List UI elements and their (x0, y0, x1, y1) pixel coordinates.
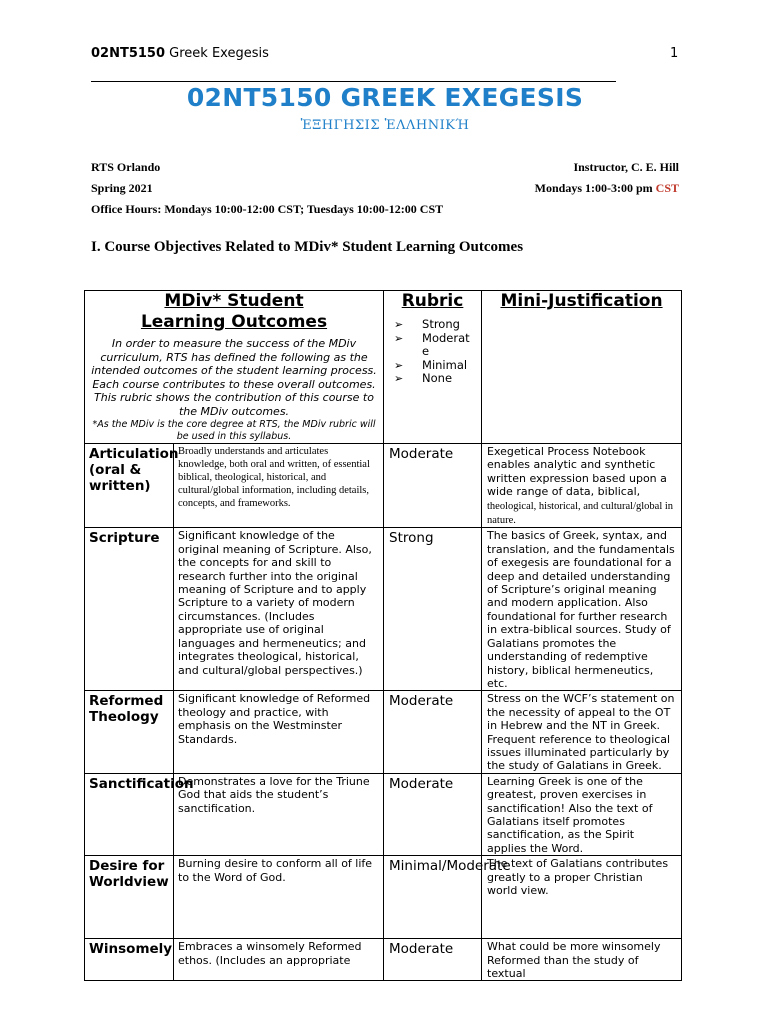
outcomes-table (84, 290, 682, 981)
page-title: 02NT5150 GREEK EXEGESIS (186, 83, 584, 112)
table-row (85, 528, 682, 691)
header-course-name: Greek Exegesis (169, 46, 269, 61)
justification-text-part: Exegetical Process Notebook enables analytic and synthetic written expression based upon a wide range of data, biblical, (487, 445, 667, 499)
outcome-cell (174, 528, 384, 691)
category-label: Articulation (oral & written) (89, 446, 179, 494)
category-cell (85, 939, 174, 981)
outcome-text: Burning desire to conform all of life to the Word of God. (178, 857, 373, 884)
rubric-value: Moderate (389, 693, 454, 710)
category-label: Desire for Worldview (89, 858, 169, 891)
office-hours-text: Office Hours: Mondays 10:00-12:00 CST; Tuesdays 10:00-12:00 CST (91, 202, 444, 216)
rubric-level-label: None (422, 371, 453, 385)
rubric-value: Moderate (389, 941, 454, 958)
justification-text (482, 444, 681, 527)
rubric-cell (384, 528, 482, 691)
outcome-text: Significant knowledge of the original meaning of Scripture. Also, the concepts for and skill to research further into the original meaning of Scripture and to apply Scripture to a variety of modern circumstances. (Includes appropriate use of original languages and hermeneutics; and integrates theological, historical, and cultural/global perspectives.) (178, 529, 372, 677)
justification-cell (482, 856, 682, 939)
rubric-level-item (394, 332, 481, 359)
schedule-text (535, 181, 679, 196)
rubric-level-label: Strong (422, 317, 460, 331)
category-label: Reformed Theology (89, 693, 164, 726)
justification-cell (482, 691, 682, 773)
outcome-text: Demonstrates a love for the Triune God that aids the student’s sanctification. (178, 774, 370, 815)
table-row (85, 444, 682, 528)
justification-cell (482, 939, 682, 981)
outcome-cell (174, 939, 384, 981)
category-cell (85, 773, 194, 855)
rubric-cell (384, 691, 482, 773)
outcome-cell (174, 444, 384, 528)
greek-subtitle: ἘΞΗΓΗΣΙΣ ἙΛΛΗΝΙΚΉ (300, 118, 470, 133)
running-header (91, 46, 269, 61)
rubric-cell (384, 856, 511, 939)
category-cell (85, 691, 174, 773)
justification-text: Stress on the WCF’s statement on the necessity of appeal to the OT in Hebrew and the NT in Greek. Frequent reference to theological issues illuminated particularly by the study of Galatians in Greek. (487, 692, 675, 773)
outcome-cell (174, 856, 384, 939)
outcomes-note: *As the MDiv is the core degree at RTS, the MDiv rubric will be used in this syllabus. (92, 419, 376, 442)
rubric-cell (384, 773, 482, 855)
justification-text: Learning Greek is one of the greatest, proven exercises in sanctification! Also the text of Galatians itself promotes sanctification, as the Spirit applies the Word. (487, 774, 653, 855)
category-cell (85, 528, 174, 691)
rubric-level-label: Minimal (422, 357, 468, 372)
category-label: Winsomely (89, 941, 173, 958)
location-text: RTS Orlando (91, 160, 161, 174)
rubric-level-item (394, 359, 481, 373)
rubric-cell (384, 939, 482, 981)
category-cell (85, 856, 174, 939)
outcome-text: Broadly understands and articulates knowledge, both oral and written, of essential biblical, theological, historical, and cultural/global information, including details, concepts, and frameworks. (178, 446, 370, 509)
header-course-code: 02NT5150 (91, 46, 166, 61)
term-text: Spring 2021 (91, 181, 153, 195)
justification-text: What could be more winsomely Reformed than the study of textual (487, 940, 661, 980)
instructor-text: Instructor, C. E. Hill (573, 160, 679, 174)
section-heading: I. Course Objectives Related to MDiv* Student Learning Outcomes (91, 239, 524, 255)
arrow-bullet-icon: ➢ (394, 372, 404, 385)
rubric-cell (384, 444, 482, 528)
table-row (85, 856, 682, 939)
justification-header-cell (482, 291, 682, 444)
rubric-levels-list (384, 318, 481, 386)
schedule-time: Mondays 1:00-3:00 pm (534, 181, 653, 195)
rubric-value: Strong (389, 530, 434, 547)
justification-header: Mini-Justification (500, 291, 663, 311)
rubric-header-cell (384, 291, 482, 444)
justification-text: The basics of Greek, syntax, and translation, and the fundamentals of exegesis are foundational for a deep and detailed understanding of Scripture’s original meaning and modern application. Also foundational for further research in extra-biblical sources. Study of Galatians promotes the understanding of redemptive history, biblical hermeneutics, etc. (487, 529, 675, 690)
outcome-cell (174, 773, 384, 855)
rubric-level-label: Moderate (422, 330, 470, 358)
outcome-cell (174, 691, 384, 773)
justification-cell (482, 444, 682, 528)
table-header-row (85, 291, 682, 444)
page-number: 1 (670, 46, 679, 61)
header-divider (91, 81, 616, 82)
rubric-level-item (394, 372, 481, 386)
timezone-text: CST (655, 181, 679, 195)
justification-text: The text of Galatians contributes greatly to a proper Christian world view. (487, 857, 669, 897)
arrow-bullet-icon: ➢ (394, 358, 404, 372)
justification-text-part: theological, historical, and cultural/global in nature. (487, 500, 674, 527)
category-label: Sanctification (89, 775, 194, 792)
justification-cell (482, 528, 682, 691)
category-label: Scripture (89, 530, 160, 547)
table-row (85, 939, 682, 981)
outcome-text: Significant knowledge of Reformed theology and practice, with emphasis on the Westminster Standards. (178, 692, 371, 746)
arrow-bullet-icon: ➢ (394, 318, 404, 331)
rubric-value: Minimal/Moderate (389, 858, 511, 875)
rubric-level-item (394, 318, 481, 332)
rubric-value: Moderate (389, 775, 454, 792)
rubric-value: Moderate (389, 446, 454, 462)
outcomes-intro: In order to measure the success of the MDiv curriculum, RTS has defined the following as the intended outcomes of the student learning process. Each course contributes to these overall outcomes. This rubric shows the contribution of this course to the MDiv outcomes. (91, 337, 377, 418)
table-row (85, 773, 682, 855)
rubric-header: Rubric (401, 291, 464, 311)
category-cell (85, 444, 179, 528)
outcome-text: Embraces a winsomely Reformed ethos. (Includes an appropriate (178, 940, 362, 967)
arrow-bullet-icon: ➢ (394, 331, 404, 345)
outcomes-header-cell (85, 291, 384, 444)
table-row (85, 691, 682, 773)
outcomes-header: MDiv* Student Learning Outcomes (140, 291, 328, 332)
justification-cell (482, 773, 682, 855)
